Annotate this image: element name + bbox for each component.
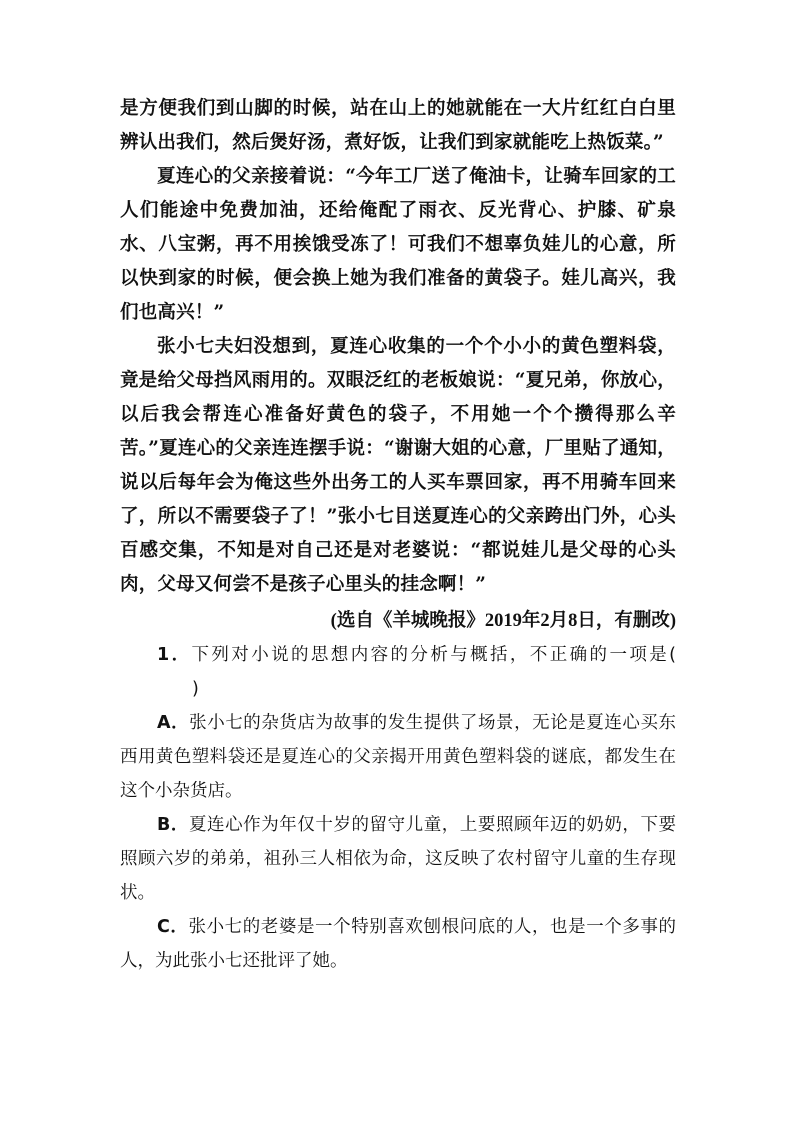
option-b-letter: B． <box>157 815 189 835</box>
story-paragraph-3: 张小七夫妇没想到，夏连心收集的一个个小小的黄色塑料袋，竟是给父母挡风雨用的。双眼泛红的老板娘说：“夏兄弟，你放心，以后我会帮连心准备好黄色的袋子，不用她一个个攒得那么辛苦。”夏连心的父亲连连摆手说：“谢谢大姐的心意，厂里贴了通知，说以后每年会为俺这些外出务工的人买车票回家，再不用骑车回来了，所以不需要袋子了！”张小七目送夏连心的父亲跨出门外，心头百感交集，不知是对自己还是对老婆说：“都说娃儿是父母的心头肉，父母又何尝不是孩子心里头的挂念啊！” <box>120 336 676 595</box>
story-paragraph-1: 是方便我们到山脚的时候，站在山上的她就能在一大片红红白白里辨认出我们，然后煲好汤，煮好饭，让我们到家就能吃上热饭菜。” <box>120 98 676 153</box>
option-a-letter: A． <box>157 713 190 733</box>
option-c-text: 张小七的老婆是一个特别喜欢刨根问底的人，也是一个多事的人，为此张小七还批评了她。 <box>120 917 677 971</box>
document-page <box>120 92 676 978</box>
question-text: 下列对小说的思想内容的分析与概括，不正确的一项是( <box>191 645 676 665</box>
option-c-letter: C． <box>157 917 189 937</box>
option-a <box>120 706 676 808</box>
story-paragraph-2: 夏连心的父亲接着说：“今年工厂送了俺油卡，让骑车回家的工人们能途中免费加油，还给俺配了雨衣、反光背心、护膝、矿泉水、八宝粥，再不用挨饿受冻了！可我们不想辜负娃儿的心意，所以快到家的时候，便会换上她为我们准备的黄袋子。娃儿高兴，我们也高兴！” <box>120 166 676 323</box>
option-a-text: 张小七的杂货店为故事的发生提供了场景，无论是夏连心买东西用黄色塑料袋还是夏连心的父亲揭开用黄色塑料袋的谜底，都发生在这个小杂货店。 <box>120 713 677 801</box>
question-number: 1． <box>157 645 192 665</box>
option-c <box>120 910 676 978</box>
source-citation: (选自《羊城晚报》2019年2月8日，有删改) <box>330 611 676 631</box>
option-b <box>120 808 676 910</box>
answer-blank: ) <box>157 679 199 699</box>
option-b-text: 夏连心作为年仅十岁的留守儿童，上要照顾年迈的奶奶，下要照顾六岁的弟弟，祖孙三人相依为命，这反映了农村留守儿童的生存现状。 <box>120 815 677 903</box>
question-stem <box>120 638 676 706</box>
